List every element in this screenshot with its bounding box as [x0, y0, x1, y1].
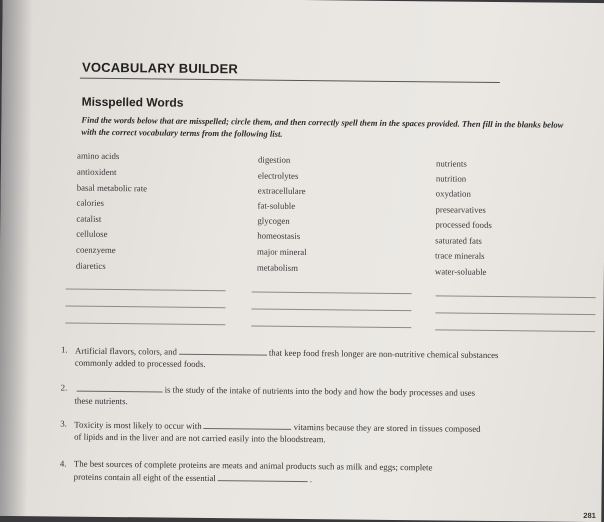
word-list-item[interactable]: basal metabolic rate: [76, 182, 148, 194]
word-list-item[interactable]: homeostasis: [257, 230, 301, 241]
question-4: [59, 457, 590, 485]
question-text: .: [309, 474, 313, 485]
word-list-item[interactable]: presearvatives: [435, 204, 486, 215]
question-text: that keep food fresh longer are non-nutritive chemical substances: [268, 347, 499, 361]
word-list-item[interactable]: catalist: [76, 213, 102, 224]
question-1: [60, 343, 591, 369]
question-number: 1.: [60, 344, 68, 355]
question-text: vitamins because they are stored in tissues composed: [293, 421, 481, 434]
spelling-answer-blank[interactable]: [65, 306, 225, 309]
page-number: 281: [583, 510, 596, 521]
fill-in-blank[interactable]: [218, 471, 308, 482]
section-title: Misspelled Words: [81, 94, 184, 110]
question-text: The best sources of complete proteins are meats and animal products such as milk and eggs; complete: [73, 458, 433, 473]
question-number: 3.: [60, 418, 67, 429]
page-header-title: VOCABULARY BUILDER: [81, 59, 239, 77]
question-text: Toxicity is most likely to occur with: [74, 419, 202, 431]
question-text: of lipids and in the liver and are not carried easily into the bloodstream.: [74, 431, 326, 445]
word-list-item[interactable]: digestion: [257, 154, 291, 165]
spelling-answer-blank[interactable]: [435, 312, 595, 315]
word-list-item[interactable]: water-soluable: [434, 266, 487, 277]
word-list-item[interactable]: major mineral: [257, 246, 307, 258]
spelling-answer-blank[interactable]: [252, 291, 412, 294]
spelling-answer-blank[interactable]: [251, 325, 411, 328]
word-list-item[interactable]: amino acids: [77, 150, 120, 162]
word-list-item[interactable]: diaretics: [75, 260, 106, 271]
word-list-item[interactable]: oxydation: [435, 188, 471, 199]
word-list-item[interactable]: electrolytes: [257, 170, 299, 181]
word-list-item[interactable]: processed foods: [435, 219, 492, 230]
word-list-item[interactable]: extracellulare: [257, 185, 306, 197]
fill-in-blank[interactable]: [77, 382, 163, 393]
word-list-item[interactable]: saturated fats: [435, 235, 482, 246]
fill-in-blank[interactable]: [204, 419, 292, 430]
spelling-answer-blank[interactable]: [435, 329, 595, 332]
word-list-item[interactable]: coenzyeme: [76, 244, 116, 256]
word-list-item[interactable]: metabolism: [256, 262, 299, 273]
question-text: proteins contain all eight of the essential: [73, 471, 216, 484]
spelling-answer-blank[interactable]: [65, 323, 225, 326]
header-divider: [80, 78, 500, 83]
spelling-answer-blank[interactable]: [251, 308, 411, 311]
word-list-item[interactable]: trace minerals: [434, 250, 485, 261]
question-3: [60, 417, 590, 445]
question-number: 2.: [60, 382, 68, 393]
word-list-item[interactable]: nutrition: [435, 173, 467, 184]
spelling-answer-blank[interactable]: [436, 295, 596, 298]
question-text: these nutrients.: [74, 395, 128, 407]
question-text: Artificial flavors, colors, and: [74, 345, 177, 357]
question-text: is the study of the intake of nutrients into the body and how the body processes and uses: [164, 384, 476, 398]
word-list-item[interactable]: nutrients: [435, 158, 467, 169]
word-list-item[interactable]: fat-soluble: [257, 200, 296, 211]
fill-in-blank[interactable]: [179, 345, 267, 356]
question-text: commonly added to processed foods.: [74, 357, 206, 369]
instructions-text: Find the words below that are misspelled; circle them, and then correctly spell them in the spaces provided. Then fill in the blanks below with the correct vocabulary terms from the following list.: [81, 114, 564, 139]
page-edge-shadow: [0, 0, 33, 516]
word-list-item[interactable]: antioxident: [76, 166, 117, 178]
question-2: [60, 381, 591, 407]
word-list-item[interactable]: glycogen: [257, 215, 290, 226]
word-list-item[interactable]: calories: [76, 197, 104, 208]
question-number: 4.: [59, 458, 67, 469]
word-list-item[interactable]: cellulose: [76, 228, 108, 239]
spelling-answer-blank[interactable]: [66, 289, 226, 292]
